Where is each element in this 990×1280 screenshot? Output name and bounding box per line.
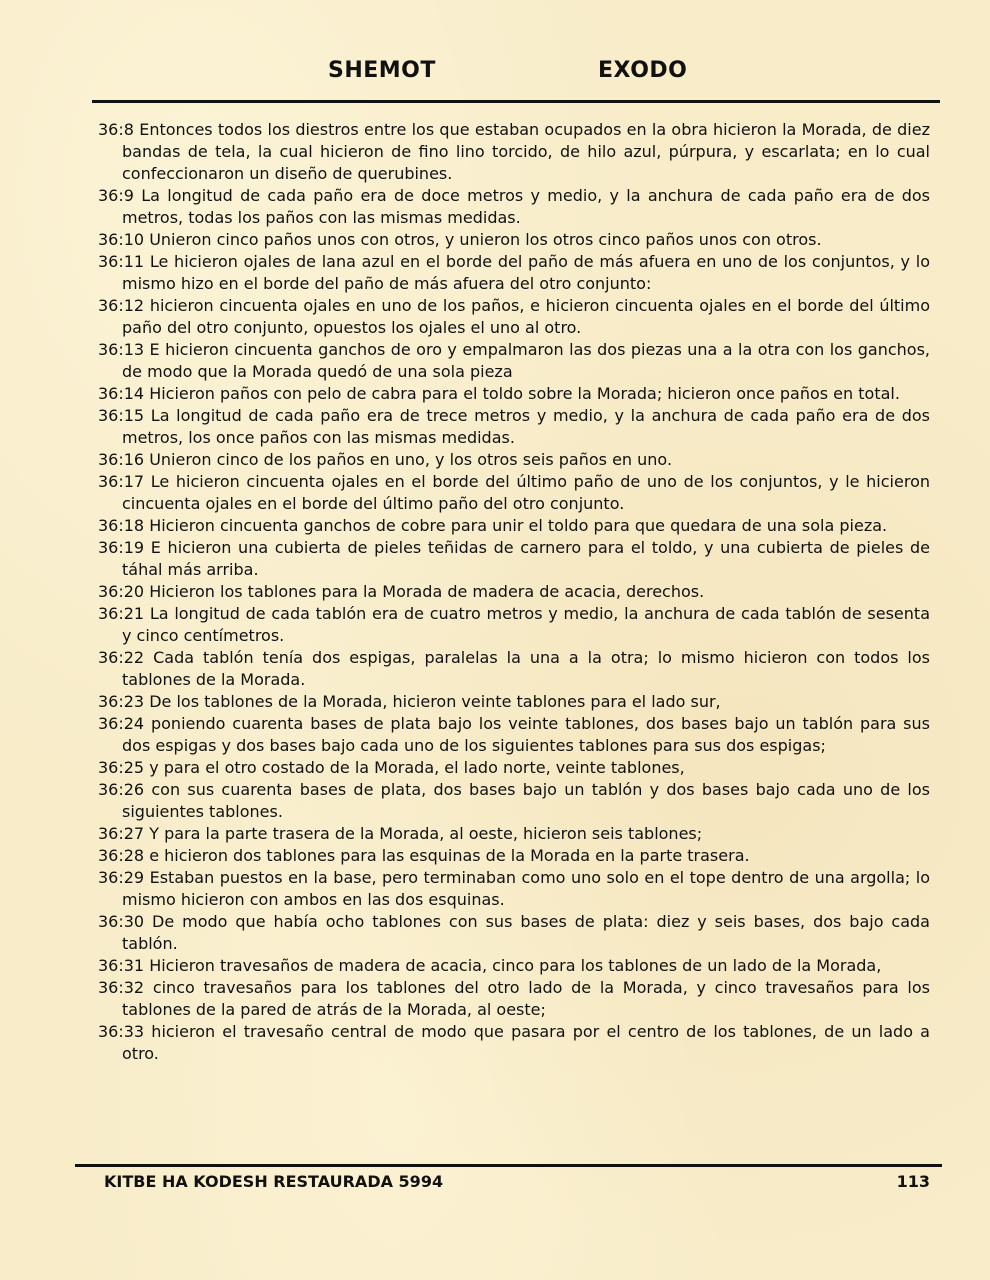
verse-ref: 36:12 [98, 296, 145, 315]
verse-text: La longitud de cada paño era de trece metros y medio, y la anchura de cada paño era de dos metros, los once paños con las mismas medidas. [122, 406, 930, 447]
verse-item [98, 845, 930, 867]
page-number: 113 [896, 1172, 930, 1191]
verse-ref: 36:20 [98, 582, 145, 601]
verse-item [98, 119, 930, 185]
verse-text: E hicieron cincuenta ganchos de oro y empalmaron las dos piezas una a la otra con los ganchos, de modo que la Morada quedó de una sola pieza [122, 340, 930, 381]
verse-item [98, 911, 930, 955]
verse-item [98, 757, 930, 779]
verse-item [98, 471, 930, 515]
verse-ref: 36:11 [98, 252, 145, 271]
verse-text: De los tablones de la Morada, hicieron veinte tablones para el lado sur, [149, 692, 721, 711]
verse-item [98, 867, 930, 911]
verse-ref: 36:22 [98, 648, 145, 667]
verse-text: y para el otro costado de la Morada, el lado norte, veinte tablones, [149, 758, 685, 777]
verse-item [98, 339, 930, 383]
verse-item [98, 251, 930, 295]
verse-text: E hicieron una cubierta de pieles teñidas de carnero para el toldo, y una cubierta de pieles de táhal más arriba. [122, 538, 930, 579]
footer-divider [75, 1164, 942, 1167]
verse-text: Le hicieron ojales de lana azul en el borde del paño de más afuera en uno de los conjuntos, y lo mismo hizo en el borde del paño de más afuera del otro conjunto: [122, 252, 930, 293]
verse-ref: 36:32 [98, 978, 145, 997]
verse-item [98, 449, 930, 471]
verse-item [98, 823, 930, 845]
verse-ref: 36:23 [98, 692, 145, 711]
header-title-spanish: EXODO [598, 58, 688, 83]
verse-text: De modo que había ocho tablones con sus bases de plata: diez y seis bases, dos bajo cada tablón. [122, 912, 930, 953]
verse-item [98, 977, 930, 1021]
verse-item [98, 537, 930, 581]
verse-item [98, 581, 930, 603]
verse-list [98, 119, 930, 1065]
verse-text: Cada tablón tenía dos espigas, paralelas la una a la otra; lo mismo hicieron con todos los tablones de la Morada. [122, 648, 931, 689]
verse-item [98, 647, 930, 691]
verse-ref: 36:26 [98, 780, 145, 799]
verse-text: e hicieron dos tablones para las esquinas de la Morada en la parte trasera. [149, 846, 750, 865]
verse-text: con sus cuarenta bases de plata, dos bases bajo un tablón y dos bases bajo cada uno de los siguientes tablones. [122, 780, 930, 821]
verse-ref: 36:18 [98, 516, 145, 535]
verse-ref: 36:10 [98, 230, 145, 249]
header-title-hebrew: SHEMOT [328, 58, 436, 83]
verse-item [98, 603, 930, 647]
verse-ref: 36:17 [98, 472, 145, 491]
verse-ref: 36:16 [98, 450, 145, 469]
verse-text: poniendo cuarenta bases de plata bajo los veinte tablones, dos bases bajo un tablón para sus dos espigas y dos bases bajo cada uno de los siguientes tablones para sus dos espigas; [122, 714, 930, 755]
verse-item [98, 1021, 930, 1065]
verse-ref: 36:19 [98, 538, 145, 557]
verse-item [98, 185, 930, 229]
verse-ref: 36:33 [98, 1022, 145, 1041]
verse-item [98, 295, 930, 339]
verse-text: Y para la parte trasera de la Morada, al oeste, hicieron seis tablones; [149, 824, 703, 843]
verse-text: Hicieron paños con pelo de cabra para el toldo sobre la Morada; hicieron once paños en total. [149, 384, 900, 403]
verse-ref: 36:28 [98, 846, 145, 865]
verse-text: Unieron cinco paños unos con otros, y unieron los otros cinco paños unos con otros. [149, 230, 822, 249]
verse-text: Hicieron los tablones para la Morada de madera de acacia, derechos. [149, 582, 705, 601]
header-divider [92, 100, 940, 103]
verse-text: La longitud de cada paño era de doce metros y medio, y la anchura de cada paño era de dos metros, todas los paños con las mismas medidas. [122, 186, 930, 227]
verse-ref: 36:15 [98, 406, 145, 425]
verse-ref: 36:25 [98, 758, 145, 777]
verse-item [98, 955, 930, 977]
verse-item [98, 713, 930, 757]
verse-text: Le hicieron cincuenta ojales en el borde del último paño de uno de los conjuntos, y le hicieron cincuenta ojales en el borde del último paño del otro conjunto. [122, 472, 930, 513]
verse-ref: 36:9 [98, 186, 134, 205]
verse-item [98, 229, 930, 251]
verse-ref: 36:30 [98, 912, 145, 931]
verse-text: cinco travesaños para los tablones del otro lado de la Morada, y cinco travesaños para los tablones de la pared de atrás de la Morada, al oeste; [122, 978, 930, 1019]
verse-ref: 36:8 [98, 120, 134, 139]
verse-text: hicieron el travesaño central de modo que pasara por el centro de los tablones, de un lado a otro. [122, 1022, 930, 1063]
verse-text: Unieron cinco de los paños en uno, y los otros seis paños en uno. [149, 450, 673, 469]
verse-ref: 36:14 [98, 384, 145, 403]
verse-item [98, 383, 930, 405]
footer-book-title: KITBE HA KODESH RESTAURADA 5994 [104, 1172, 444, 1191]
verse-ref: 36:27 [98, 824, 145, 843]
page-header [0, 58, 990, 92]
verse-ref: 36:31 [98, 956, 145, 975]
verse-text: hicieron cincuenta ojales en uno de los paños, e hicieron cincuenta ojales en el borde del último paño del otro conjunto, opuestos los ojales el uno al otro. [122, 296, 931, 337]
verse-item [98, 779, 930, 823]
verse-ref: 36:21 [98, 604, 145, 623]
verse-item [98, 405, 930, 449]
verse-item [98, 691, 930, 713]
verse-item [98, 515, 930, 537]
verse-ref: 36:24 [98, 714, 145, 733]
verse-ref: 36:29 [98, 868, 145, 887]
verse-text: Estaban puestos en la base, pero terminaban como uno solo en el tope dentro de una argolla; lo mismo hicieron con ambos en las dos esquinas. [122, 868, 930, 909]
verse-text: Hicieron travesaños de madera de acacia, cinco para los tablones de un lado de la Morada, [149, 956, 882, 975]
verse-text: La longitud de cada tablón era de cuatro metros y medio, la anchura de cada tablón de sesenta y cinco centímetros. [122, 604, 930, 645]
verse-ref: 36:13 [98, 340, 145, 359]
verse-text: Hicieron cincuenta ganchos de cobre para unir el toldo para que quedara de una sola pieza. [149, 516, 888, 535]
verse-text: Entonces todos los diestros entre los que estaban ocupados en la obra hicieron la Morada, de diez bandas de tela, la cual hicieron de fino lino torcido, de hilo azul, púrpura, y escarlata; en lo cual confeccionaron un diseño de querubines. [122, 120, 930, 183]
